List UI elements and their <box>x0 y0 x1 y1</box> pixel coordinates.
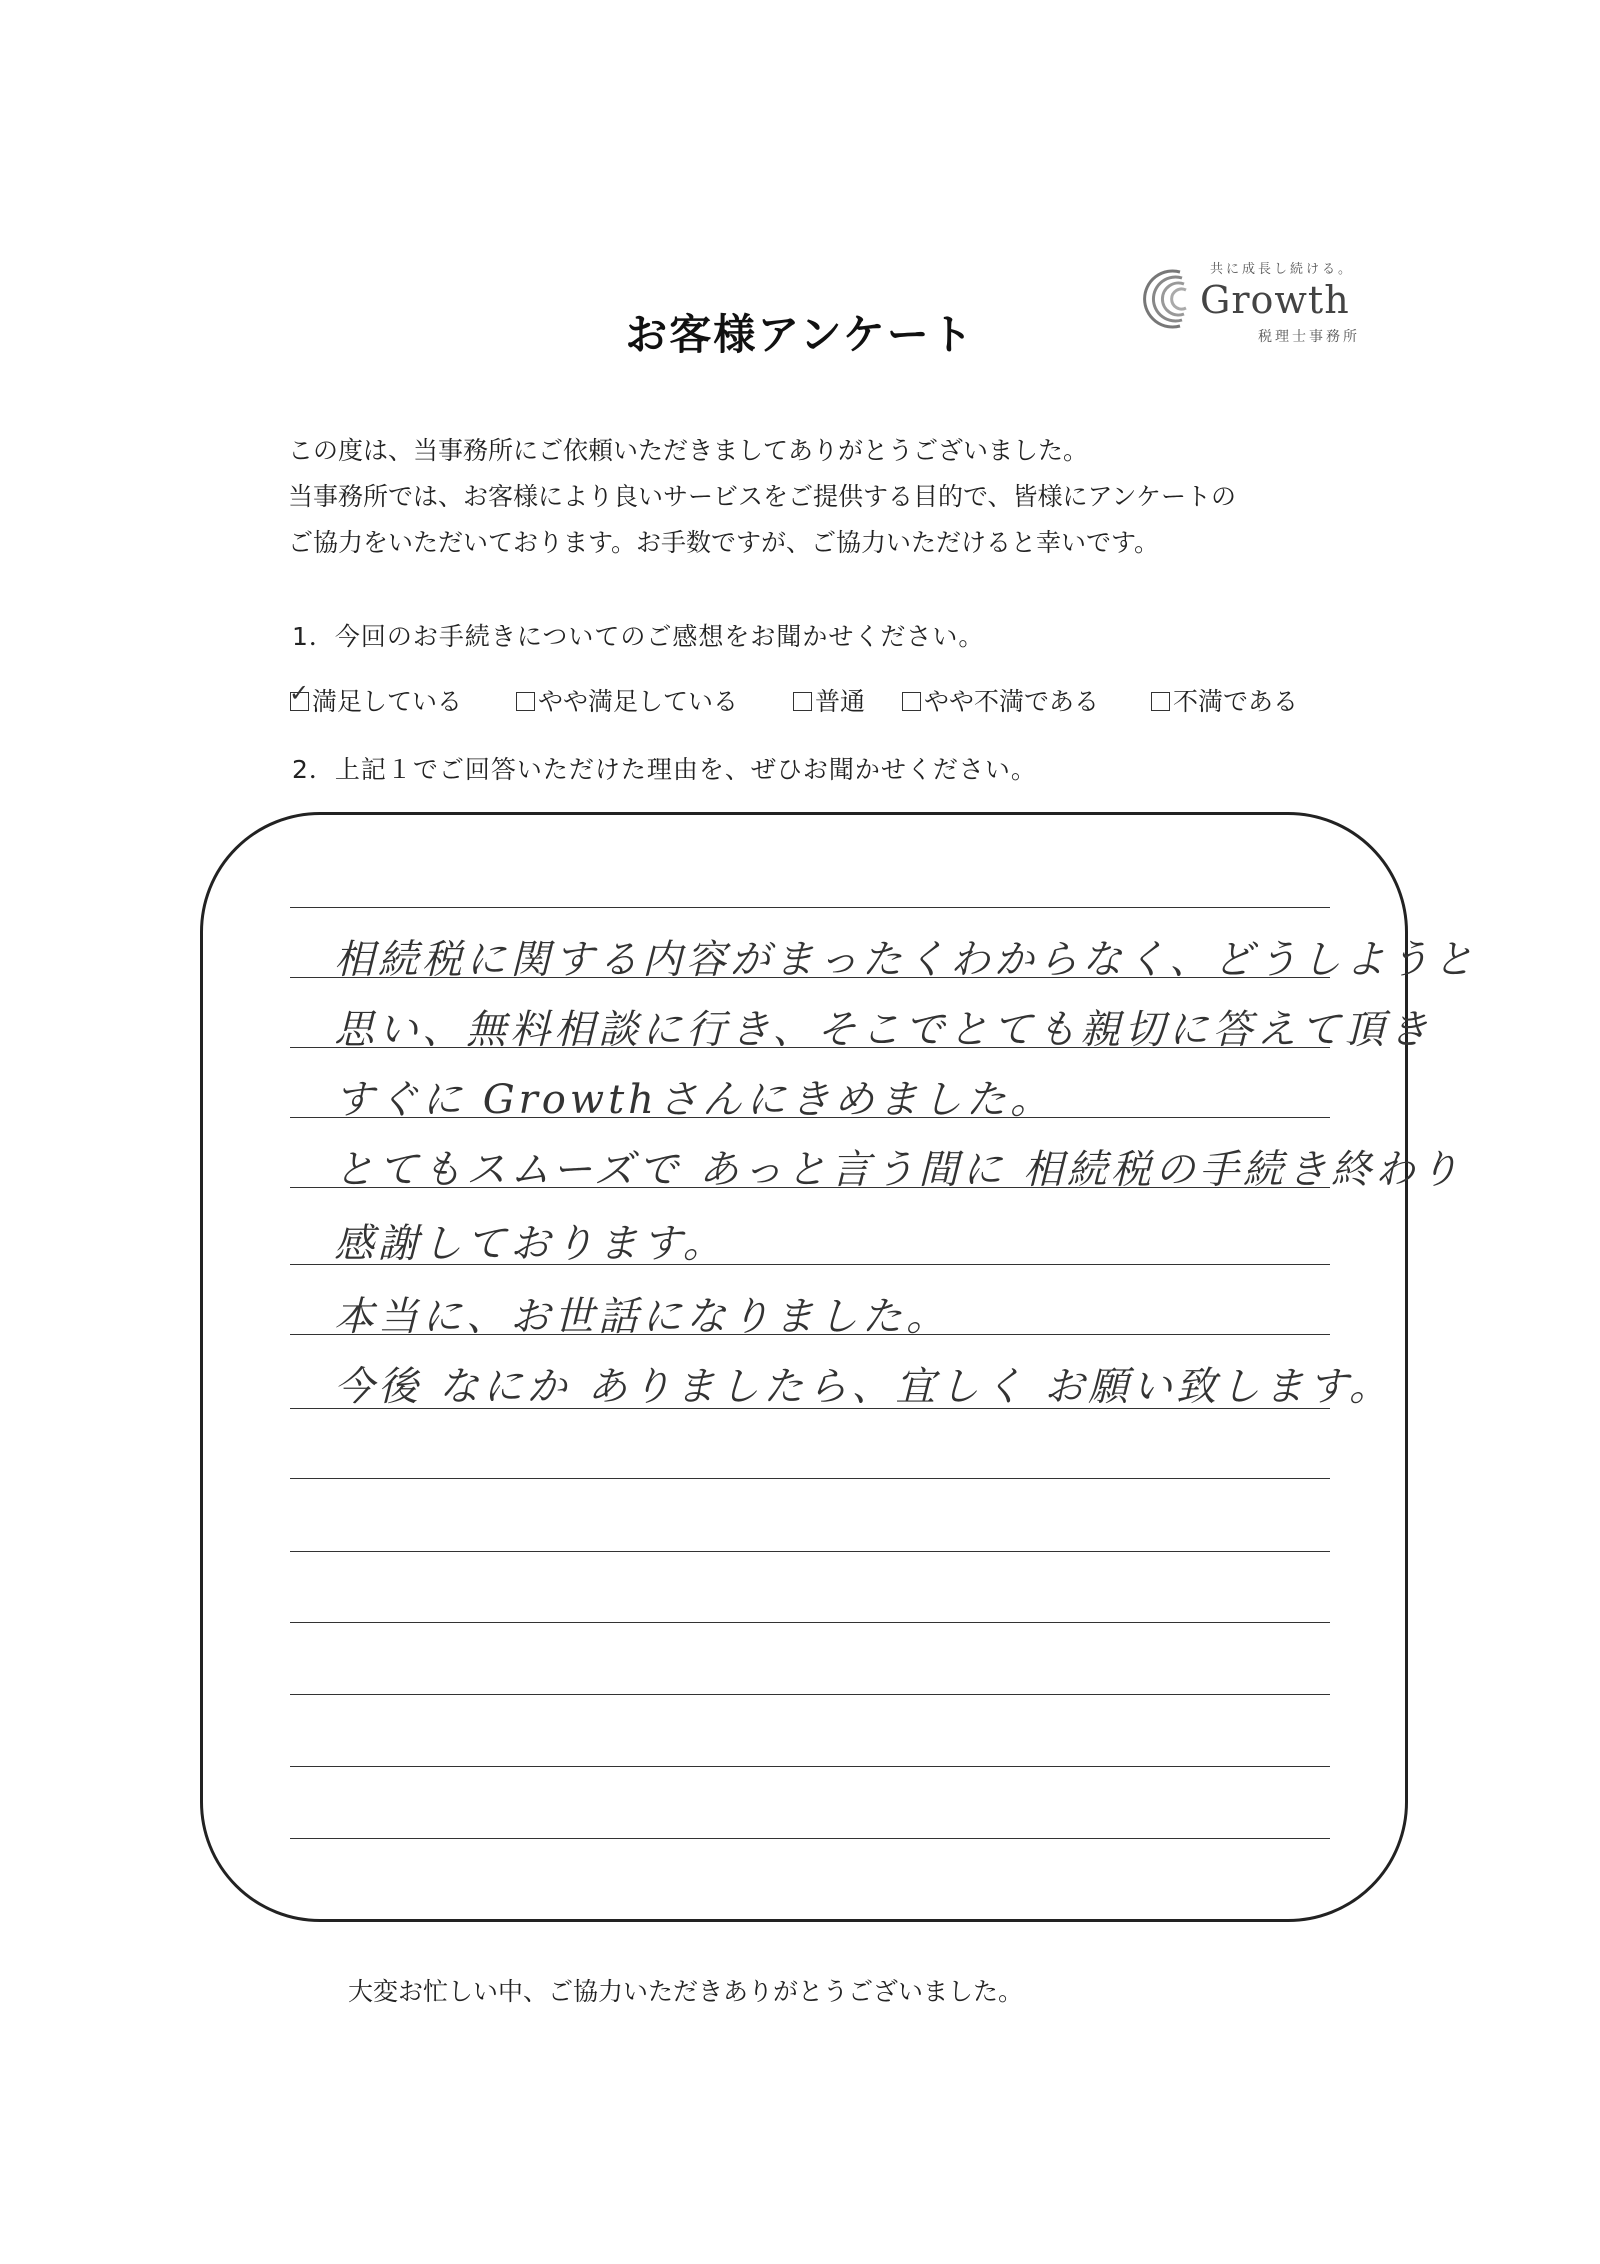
ruled-line <box>290 907 1330 908</box>
option-somewhat-satisfied[interactable] <box>516 682 738 718</box>
question-1: 1．今回のお手続きについてのご感想をお聞かせください。 <box>292 622 985 651</box>
checkbox-icon[interactable] <box>289 679 310 711</box>
intro-line: ご協力をいただいております。お手数ですが、ご協力いただけると幸いです。 <box>288 528 1160 557</box>
logo-office-name: 税理士事務所 <box>1258 329 1360 345</box>
checkbox-icon[interactable] <box>902 692 921 711</box>
ruled-line <box>290 1838 1330 1839</box>
logo-brand-name: Growth <box>1200 278 1350 322</box>
checkbox-icon[interactable] <box>1151 692 1170 711</box>
question-2: 2．上記１でご回答いただけた理由を、ぜひお聞かせください。 <box>292 755 1037 784</box>
ruled-line <box>290 1766 1330 1767</box>
handwritten-answer-line: すぐに Growthさんにきめました。 <box>334 1077 1054 1123</box>
checkbox-icon[interactable] <box>793 692 812 711</box>
intro-line: 当事務所では、お客様により良いサービスをご提供する目的で、皆様にアンケートの <box>288 482 1237 511</box>
option-label: やや満足している <box>538 687 739 716</box>
handwritten-answer-line: 今後 なにか ありましたら、宜しく お願い致します。 <box>334 1364 1393 1410</box>
intro-paragraph <box>288 428 1408 566</box>
check-mark-icon: ✓ <box>289 679 310 707</box>
option-satisfied[interactable] <box>289 679 463 718</box>
logo-tagline: 共に成長し続ける。 <box>1210 262 1355 277</box>
ruled-line <box>290 1551 1330 1552</box>
option-label: 普通 <box>815 687 866 716</box>
option-label: 不満である <box>1173 687 1299 716</box>
handwritten-answer-line: 思い、無料相談に行き、そこでとても親切に答えて頂き <box>334 1007 1433 1053</box>
option-somewhat-dissatisfied[interactable] <box>902 682 1099 718</box>
option-label: 満足している <box>312 687 463 716</box>
handwritten-answer-line: 感謝しております。 <box>334 1221 727 1267</box>
option-label: やや不満である <box>924 687 1100 716</box>
closing-message: 大変お忙しい中、ご協力いただきありがとうございました。 <box>348 1977 1024 2006</box>
ruled-line <box>290 1694 1330 1695</box>
ruled-line <box>290 1622 1330 1623</box>
checkbox-icon[interactable] <box>516 692 535 711</box>
page-title: お客様アンケート <box>625 310 975 359</box>
option-neutral[interactable] <box>793 682 865 718</box>
ruled-line <box>290 1478 1330 1479</box>
handwritten-answer-line: 本当に、お世話になりました。 <box>334 1294 950 1340</box>
handwritten-answer-line: とてもスムーズで あっと言う間に 相続税の手続き終わり <box>334 1147 1464 1193</box>
intro-line: この度は、当事務所にご依頼いただきましてありがとうございました。 <box>288 436 1089 465</box>
handwritten-answer-line: 相続税に関する内容がまったくわからなく、どうしようと <box>334 937 1478 983</box>
option-dissatisfied[interactable] <box>1151 682 1298 718</box>
